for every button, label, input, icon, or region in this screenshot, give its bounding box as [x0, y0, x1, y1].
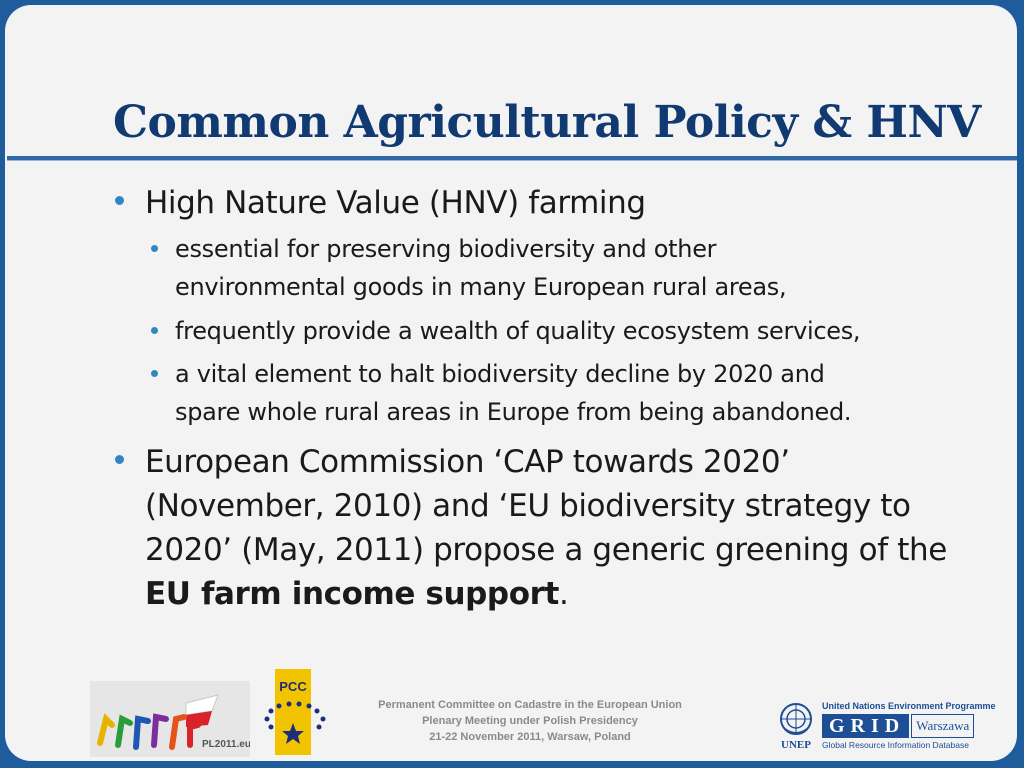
bullet-2-tail: .	[558, 576, 569, 612]
footer-line-3: 21-22 November 2011, Warsaw, Poland	[429, 731, 631, 743]
bullet-2-line-1: European Commission ‘CAP towards 2020’	[145, 444, 790, 480]
grid-top-text: United Nations Environment Programme	[822, 701, 996, 711]
pcc-logo-text: PCC	[279, 679, 307, 694]
sub-bullet-3-line-2: spare whole rural areas in Europe from being abandoned.	[175, 398, 852, 426]
slide-title: Common Agricultural Policy & HNV	[113, 97, 981, 148]
bullet-2-line-2: (November, 2010) and ‘EU biodiversity strategy to	[145, 488, 911, 524]
footer-caption	[335, 697, 725, 745]
grid-city: Warszawa	[911, 714, 974, 738]
bullet-marker	[115, 196, 124, 205]
grid-letters: GRID	[822, 714, 909, 738]
pcc-logo	[261, 667, 333, 757]
grid-warszawa-logo	[822, 701, 996, 755]
bold-phrase: EU farm income support	[145, 576, 559, 612]
unep-logo-text: UNEP	[781, 739, 811, 751]
sub-bullet-marker	[151, 370, 158, 377]
footer-line-1: Permanent Committee on Cadastre in the European Union	[378, 699, 682, 711]
pl2011-logo	[90, 681, 250, 757]
sub-bullet-1-line-1: essential for preserving biodiversity and other	[175, 235, 717, 263]
grid-bottom-text: Global Resource Information Database	[822, 740, 969, 750]
slide-body	[5, 5, 1017, 761]
bullet-marker	[115, 455, 124, 464]
sub-bullet-1-line-2: environmental goods in many European rural areas,	[175, 273, 787, 301]
bullet-1-text: High Nature Value (HNV) farming	[145, 185, 646, 221]
sub-bullet-marker	[151, 327, 158, 334]
slide	[5, 5, 1017, 761]
footer-line-2: Plenary Meeting under Polish Presidency	[422, 715, 638, 727]
pl-logo-text: PL2011.eu	[202, 739, 250, 750]
sub-bullet-3-line-1: a vital element to halt biodiversity decline by 2020 and	[175, 360, 825, 388]
sub-bullet-2-line-1: frequently provide a wealth of quality ecosystem services,	[175, 317, 861, 345]
bullet-2-line-4	[145, 572, 568, 616]
unep-logo	[771, 701, 821, 753]
bullet-2-line-3: 2020’ (May, 2011) propose a generic greening of the	[145, 532, 947, 568]
sub-bullet-marker	[151, 245, 158, 252]
